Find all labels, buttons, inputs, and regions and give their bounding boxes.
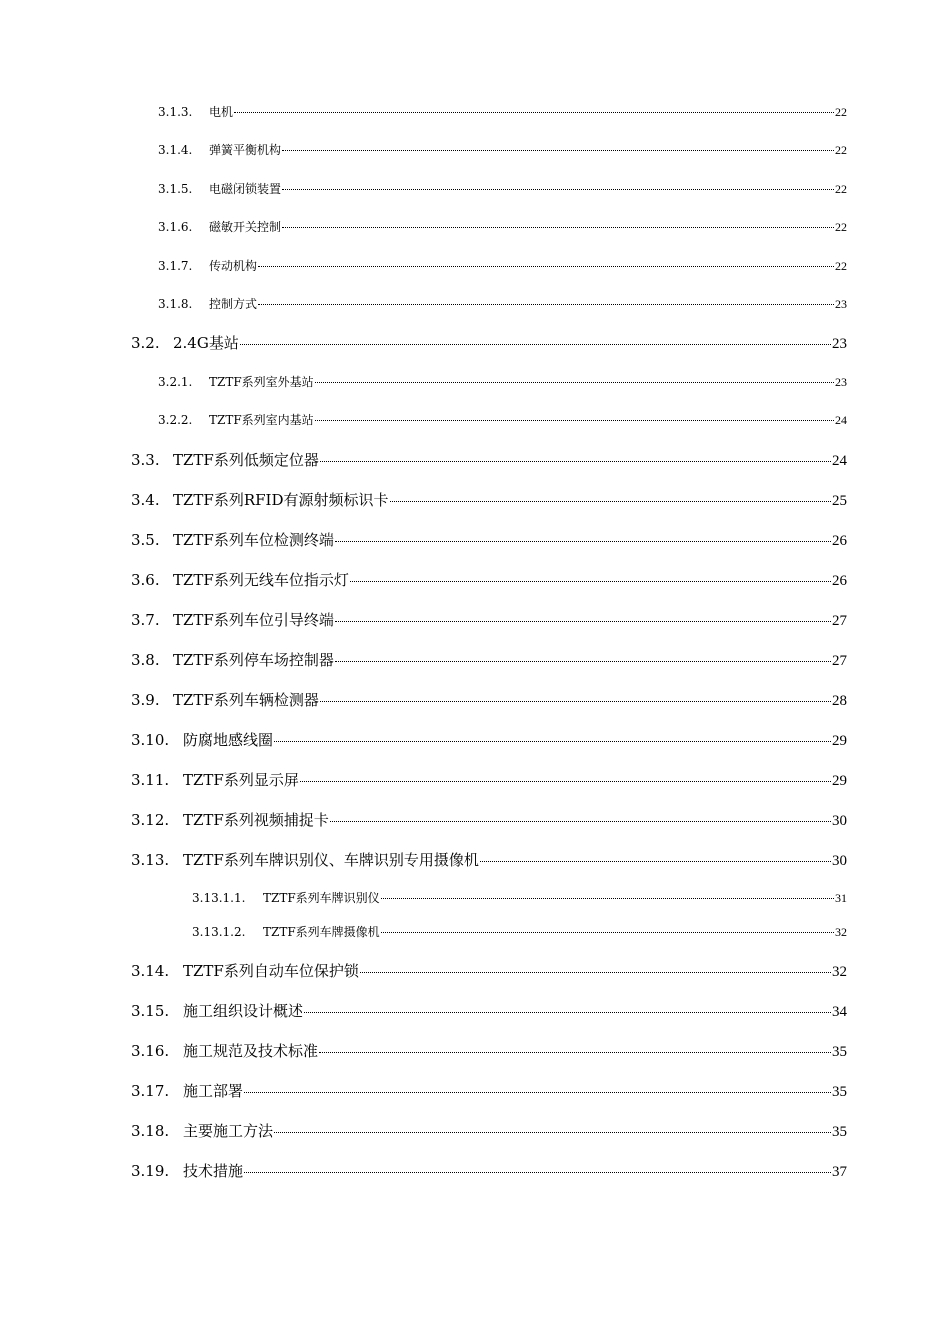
toc-entry-number: 3.8. (131, 651, 160, 669)
toc-dot-leader (258, 266, 834, 267)
toc-entry[interactable] (131, 1120, 847, 1141)
toc-page-number: 23 (832, 336, 847, 352)
toc-entry-title: TZTF系列室内基站 (209, 413, 314, 427)
toc-entry[interactable] (131, 332, 847, 353)
toc-page-number: 26 (832, 533, 847, 549)
toc-entry-number: 3.16. (131, 1042, 170, 1060)
toc-entry-title: TZTF系列低频定位器 (173, 451, 319, 469)
toc-dot-leader (304, 1012, 831, 1013)
toc-page-number: 24 (832, 453, 847, 469)
toc-page-number: 27 (832, 613, 847, 629)
toc-dot-leader (390, 501, 832, 502)
toc-dot-leader (335, 661, 831, 662)
toc-dot-leader (381, 932, 834, 933)
toc-entry-title: 2.4G基站 (173, 334, 239, 352)
toc-dot-leader (300, 781, 831, 782)
toc-entry-number: 3.11. (131, 771, 170, 789)
toc-page-number: 23 (835, 297, 847, 311)
toc-entry-title: TZTF系列视频捕捉卡 (183, 811, 329, 829)
toc-page-number: 30 (832, 813, 847, 829)
toc-dot-leader (282, 189, 834, 190)
toc-entry-title: TZTF系列车牌识别仪 (263, 891, 380, 905)
toc-dot-leader (335, 541, 831, 542)
toc-entry-title: 电磁闭锁装置 (209, 182, 282, 196)
toc-entry-number: 3.2.2. (158, 413, 193, 427)
toc-entry-number: 3.13.1.1. (192, 891, 246, 905)
toc-entry[interactable] (131, 649, 847, 670)
toc-entry-number: 3.1.6. (158, 220, 193, 234)
toc-entry[interactable] (131, 1080, 847, 1101)
toc-dot-leader (234, 112, 834, 113)
toc-entry-title: 防腐地感线圈 (183, 731, 274, 749)
toc-page-number: 29 (832, 773, 847, 789)
toc-entry-number: 3.14. (131, 962, 170, 980)
toc-entry-title: TZTF系列停车场控制器 (173, 651, 334, 669)
toc-entry[interactable] (131, 449, 847, 470)
toc-page-number: 25 (832, 493, 847, 509)
toc-entry[interactable] (158, 373, 847, 390)
toc-entry[interactable] (131, 1160, 847, 1181)
toc-dot-leader (274, 741, 831, 742)
toc-dot-leader (282, 150, 834, 151)
toc-entry[interactable] (131, 689, 847, 710)
toc-entry-title: 技术措施 (183, 1162, 244, 1180)
toc-dot-leader (315, 382, 834, 383)
toc-entry-number: 3.15. (131, 1002, 170, 1020)
toc-dot-leader (335, 621, 831, 622)
toc-page-number: 31 (835, 891, 847, 905)
toc-entry-number: 3.1.4. (158, 143, 193, 157)
toc-entry-title: 电机 (209, 105, 234, 119)
toc-entry[interactable] (158, 218, 847, 235)
toc-page-number: 37 (832, 1164, 847, 1180)
toc-entry[interactable] (131, 849, 847, 870)
toc-page-number: 35 (832, 1124, 847, 1140)
toc-entry-title: TZTF系列车位引导终端 (173, 611, 334, 629)
toc-entry-title: TZTF系列无线车位指示灯 (173, 571, 349, 589)
toc-entry[interactable] (131, 569, 847, 590)
toc-entry-title: TZTF系列显示屏 (183, 771, 299, 789)
toc-entry[interactable] (131, 1000, 847, 1021)
toc-entry-title: 主要施工方法 (183, 1122, 274, 1140)
toc-entry[interactable] (192, 889, 847, 906)
toc-entry-number: 3.2. (131, 334, 160, 352)
toc-entry[interactable] (131, 960, 847, 981)
toc-entry-number: 3.12. (131, 811, 170, 829)
toc-page-number: 26 (832, 573, 847, 589)
toc-dot-leader (319, 1052, 831, 1053)
toc-entry-number: 3.17. (131, 1082, 170, 1100)
toc-page-number: 22 (835, 143, 847, 157)
toc-dot-leader (381, 898, 834, 899)
toc-entry-number: 3.9. (131, 691, 160, 709)
toc-entry[interactable] (158, 141, 847, 158)
toc-entry-number: 3.5. (131, 531, 160, 549)
toc-entry-number: 3.1.3. (158, 105, 193, 119)
toc-entry-title: TZTF系列车牌识别仪、车牌识别专用摄像机 (183, 851, 479, 869)
toc-dot-leader (350, 581, 831, 582)
toc-entry-title: TZTF系列自动车位保护锁 (183, 962, 359, 980)
toc-entry[interactable] (158, 411, 847, 428)
toc-entry-title: 磁敏开关控制 (209, 220, 282, 234)
toc-entry[interactable] (131, 609, 847, 630)
toc-entry-title: 传动机构 (209, 259, 258, 273)
toc-entry-title: 施工部署 (183, 1082, 244, 1100)
toc-entry[interactable] (131, 809, 847, 830)
toc-page-number: 35 (832, 1084, 847, 1100)
toc-page-number: 30 (832, 853, 847, 869)
toc-page-number: 22 (835, 259, 847, 273)
toc-page-number: 29 (832, 733, 847, 749)
toc-entry[interactable] (158, 295, 847, 312)
toc-page-number: 34 (832, 1004, 847, 1020)
toc-entry-number: 3.7. (131, 611, 160, 629)
toc-entry-title: TZTF系列RFID有源射频标识卡 (173, 491, 389, 509)
toc-dot-leader (274, 1132, 831, 1133)
toc-entry-title: 施工组织设计概述 (183, 1002, 304, 1020)
toc-dot-leader (330, 821, 831, 822)
toc-entry-title: TZTF系列车牌摄像机 (263, 925, 380, 939)
toc-dot-leader (320, 461, 831, 462)
toc-entry-title: TZTF系列车辆检测器 (173, 691, 319, 709)
toc-entry-number: 3.1.7. (158, 259, 193, 273)
toc-entry-number: 3.13.1.2. (192, 925, 246, 939)
toc-entry-number: 3.19. (131, 1162, 170, 1180)
toc-entry-number: 3.2.1. (158, 375, 193, 389)
toc-entry-title: 弹簧平衡机构 (209, 143, 282, 157)
toc-entry[interactable] (131, 769, 847, 790)
toc-dot-leader (320, 701, 831, 702)
toc-entry-title: TZTF系列室外基站 (209, 375, 314, 389)
toc-page-number: 24 (835, 413, 847, 427)
toc-entry[interactable] (131, 1040, 847, 1061)
toc-entry[interactable] (158, 180, 847, 197)
toc-page-number: 27 (832, 653, 847, 669)
toc-dot-leader (282, 227, 834, 228)
toc-page-number: 23 (835, 375, 847, 389)
toc-dot-leader (360, 972, 831, 973)
toc-entry[interactable] (131, 729, 847, 750)
toc-entry-number: 3.4. (131, 491, 160, 509)
toc-entry[interactable] (192, 923, 847, 940)
toc-entry[interactable] (131, 489, 847, 510)
toc-dot-leader (244, 1092, 831, 1093)
toc-entry-number: 3.13. (131, 851, 170, 869)
toc-entry-number: 3.1.5. (158, 182, 193, 196)
toc-entry[interactable] (131, 529, 847, 550)
toc-page-number: 28 (832, 693, 847, 709)
toc-page-number: 22 (835, 105, 847, 119)
toc-entry[interactable] (158, 103, 847, 120)
toc-dot-leader (244, 1172, 831, 1173)
toc-entry-number: 3.18. (131, 1122, 170, 1140)
toc-page-number: 22 (835, 220, 847, 234)
toc-dot-leader (480, 861, 831, 862)
toc-page-number: 35 (832, 1044, 847, 1060)
toc-entry-number: 3.3. (131, 451, 160, 469)
toc-page-number: 22 (835, 182, 847, 196)
toc-dot-leader (315, 420, 834, 421)
toc-dot-leader (240, 344, 831, 345)
toc-entry-title: TZTF系列车位检测终端 (173, 531, 334, 549)
toc-entry[interactable] (158, 257, 847, 274)
toc-entry-number: 3.10. (131, 731, 170, 749)
toc-page-number: 32 (832, 964, 847, 980)
toc-entry-title: 施工规范及技术标准 (183, 1042, 319, 1060)
toc-entry-number: 3.6. (131, 571, 160, 589)
toc-page-number: 32 (835, 925, 847, 939)
toc-entry-title: 控制方式 (209, 297, 258, 311)
toc-dot-leader (258, 304, 834, 305)
toc-entry-number: 3.1.8. (158, 297, 193, 311)
